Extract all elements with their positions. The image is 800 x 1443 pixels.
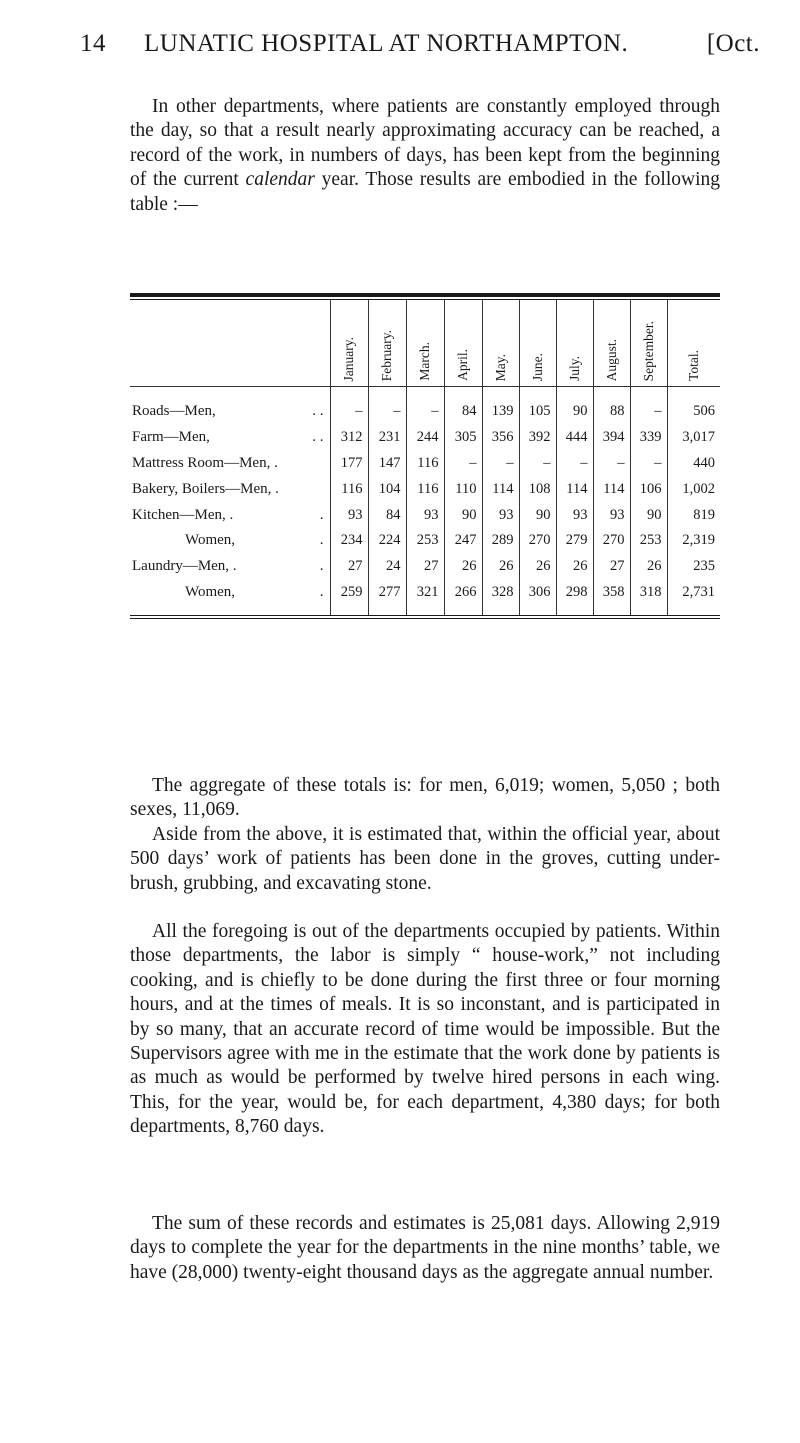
table-cell: 289	[482, 528, 519, 554]
table-row	[130, 580, 720, 616]
work-table	[130, 300, 720, 615]
table-cell: –	[630, 387, 667, 425]
table-cell: –	[406, 387, 444, 425]
table-cell: –	[630, 451, 667, 477]
column-header-label: Total.	[685, 350, 701, 381]
column-header	[630, 300, 667, 387]
table-cell: 90	[556, 387, 593, 425]
table-row	[130, 451, 720, 477]
table-cell: 139	[482, 387, 519, 425]
leader-dots: .	[319, 558, 324, 575]
row-label: Laundry—Men, . .	[132, 558, 324, 575]
table-cell: 108	[519, 476, 556, 502]
table-cell: 84	[368, 502, 406, 528]
column-header	[482, 300, 519, 387]
column-header-label: February.	[379, 329, 394, 381]
table-cell: 270	[519, 528, 556, 554]
table-cell: 26	[444, 554, 482, 580]
table-cell: 177	[330, 451, 368, 477]
table-cell: 234	[330, 528, 368, 554]
leader-dots: .	[319, 532, 324, 549]
row-label: Women, .	[185, 532, 324, 549]
table-cell: 2,319	[667, 528, 720, 554]
column-header-label: September.	[640, 320, 656, 381]
table-cell: 114	[482, 476, 519, 502]
table-cell: 358	[593, 580, 630, 616]
header-blank	[130, 300, 330, 387]
column-header-label: April.	[455, 349, 470, 381]
table-cell: 235	[667, 554, 720, 580]
row-label: Mattress Room—Men, .	[132, 454, 278, 471]
column-header-label: June.	[529, 352, 545, 381]
table-cell: 224	[368, 528, 406, 554]
paragraph-groves: Aside from the above, it is estimated that, within the official year, about 500 days’ work of patients has been done in the groves, cutting under-brush, grubbing, and excavating stone.	[130, 824, 720, 894]
column-header	[667, 300, 720, 387]
table-cell: 231	[368, 425, 406, 451]
table-cell: 26	[482, 554, 519, 580]
table-cell: 93	[330, 502, 368, 528]
table-cell: 392	[519, 425, 556, 451]
column-header-label: August.	[603, 338, 619, 381]
table-cell: 259	[330, 580, 368, 616]
paragraph-sum: The sum of these records and estimates is 25,081 days. Allowing 2,919 days to complete the year for the departments in the nine months’ table, we have (28,000) twenty-eight thousand days as the aggregate annual number.	[130, 1213, 720, 1283]
column-header-label: January.	[341, 336, 356, 381]
table-cell: 277	[368, 580, 406, 616]
table-cell: 116	[330, 476, 368, 502]
table-cell: –	[368, 387, 406, 425]
table-cell: 114	[593, 476, 630, 502]
row-label: Roads—Men, . .	[132, 403, 324, 420]
table-cell: 356	[482, 425, 519, 451]
table-row	[130, 387, 720, 425]
running-title: LUNATIC HOSPITAL AT NORTHAMPTON.	[144, 30, 629, 57]
table-cell: 247	[444, 528, 482, 554]
table-cell: –	[593, 451, 630, 477]
table-cell: 93	[406, 502, 444, 528]
table-cell: 104	[368, 476, 406, 502]
table-cell: –	[444, 451, 482, 477]
table-cell: 339	[630, 425, 667, 451]
table-cell: 93	[593, 502, 630, 528]
table-cell: 90	[519, 502, 556, 528]
table-cell: 1,002	[667, 476, 720, 502]
table-cell: 90	[630, 502, 667, 528]
column-header	[406, 300, 444, 387]
table-cell: 26	[519, 554, 556, 580]
table-cell: 93	[556, 502, 593, 528]
table-row	[130, 476, 720, 502]
table-cell: 105	[519, 387, 556, 425]
table-cell: 27	[593, 554, 630, 580]
table-cell: 24	[368, 554, 406, 580]
table-cell: –	[556, 451, 593, 477]
column-header	[519, 300, 556, 387]
table-cell: –	[519, 451, 556, 477]
row-label: Women, .	[185, 583, 324, 600]
column-header	[556, 300, 593, 387]
table-cell: 88	[593, 387, 630, 425]
column-header-label: May.	[492, 353, 508, 381]
row-label: Kitchen—Men, . .	[132, 506, 324, 523]
table-cell: –	[330, 387, 368, 425]
table-cell: 84	[444, 387, 482, 425]
table-cell: 279	[556, 528, 593, 554]
table-cell: 312	[330, 425, 368, 451]
table-cell: 440	[667, 451, 720, 477]
table-cell: 26	[630, 554, 667, 580]
column-header-label: July.	[566, 355, 582, 381]
table-cell: 253	[630, 528, 667, 554]
table-row	[130, 528, 720, 554]
table-cell: 116	[406, 476, 444, 502]
table-cell: 266	[444, 580, 482, 616]
work-days-table	[130, 293, 720, 619]
table-header-row	[130, 300, 720, 387]
table-cell: 90	[444, 502, 482, 528]
table-row	[130, 425, 720, 451]
paragraph-house-work: All the foregoing is out of the departments occupied by patients. Within those departments, the labor is simply “ house-work,” not including cooking, and is chiefly to be done during the first three or four morning hours, and at the times of meals. It is so inconstant, and is participated in by so many, that an accurate record of time would be impossible. But the Supervisors agree with me in the estimate that the work done by patients is as much as would be performed by twelve hired persons in each wing. This, for the year, would be, for each department, 4,380 days; for both departments, 8,760 days.	[130, 921, 720, 1138]
table-cell: 114	[556, 476, 593, 502]
table-row	[130, 554, 720, 580]
row-label: Farm—Men, . .	[132, 429, 324, 446]
table-cell: 3,017	[667, 425, 720, 451]
table-cell: 2,731	[667, 580, 720, 616]
running-date: [Oct.	[706, 30, 760, 57]
table-cell: 147	[368, 451, 406, 477]
table-cell: 394	[593, 425, 630, 451]
emphasis-calendar: calendar	[245, 169, 315, 191]
leader-dots: . .	[312, 403, 324, 420]
table-cell: 253	[406, 528, 444, 554]
column-header	[330, 300, 368, 387]
table-cell: 116	[406, 451, 444, 477]
intro-paragraph: In other departments, where patients are constantly employed through the day, so that a result nearly approximating accuracy can be reached, a record of the work, in numbers of days, has been kept from the beginning of the current calendar year. Those results are embodied in the following table :—	[130, 96, 720, 215]
leader-dots: .	[319, 583, 324, 600]
table-cell: 506	[667, 387, 720, 425]
column-header-label: March.	[417, 342, 432, 381]
table-cell: 27	[330, 554, 368, 580]
leader-dots: .	[319, 506, 324, 523]
table-cell: 318	[630, 580, 667, 616]
table-cell: 93	[482, 502, 519, 528]
table-cell: 819	[667, 502, 720, 528]
table-cell: 106	[630, 476, 667, 502]
table-cell: 321	[406, 580, 444, 616]
table-cell: 244	[406, 425, 444, 451]
leader-dots: . .	[312, 429, 324, 446]
table-cell: 305	[444, 425, 482, 451]
paragraph-aggregate: The aggregate of these totals is: for men, 6,019; women, 5,050 ; both sexes, 11,069.	[130, 775, 720, 821]
table-bottom-rule	[130, 615, 720, 616]
running-header	[80, 30, 760, 64]
column-header	[444, 300, 482, 387]
table-cell: 27	[406, 554, 444, 580]
table-cell: 270	[593, 528, 630, 554]
table-cell: 110	[444, 476, 482, 502]
table-row	[130, 502, 720, 528]
column-header	[368, 300, 406, 387]
column-header	[593, 300, 630, 387]
table-cell: 444	[556, 425, 593, 451]
table-cell: 26	[556, 554, 593, 580]
table-cell: 298	[556, 580, 593, 616]
table-cell: –	[482, 451, 519, 477]
table-cell: 328	[482, 580, 519, 616]
table-cell: 306	[519, 580, 556, 616]
page-number: 14	[80, 30, 106, 57]
row-label: Bakery, Boilers—Men, .	[132, 480, 279, 497]
